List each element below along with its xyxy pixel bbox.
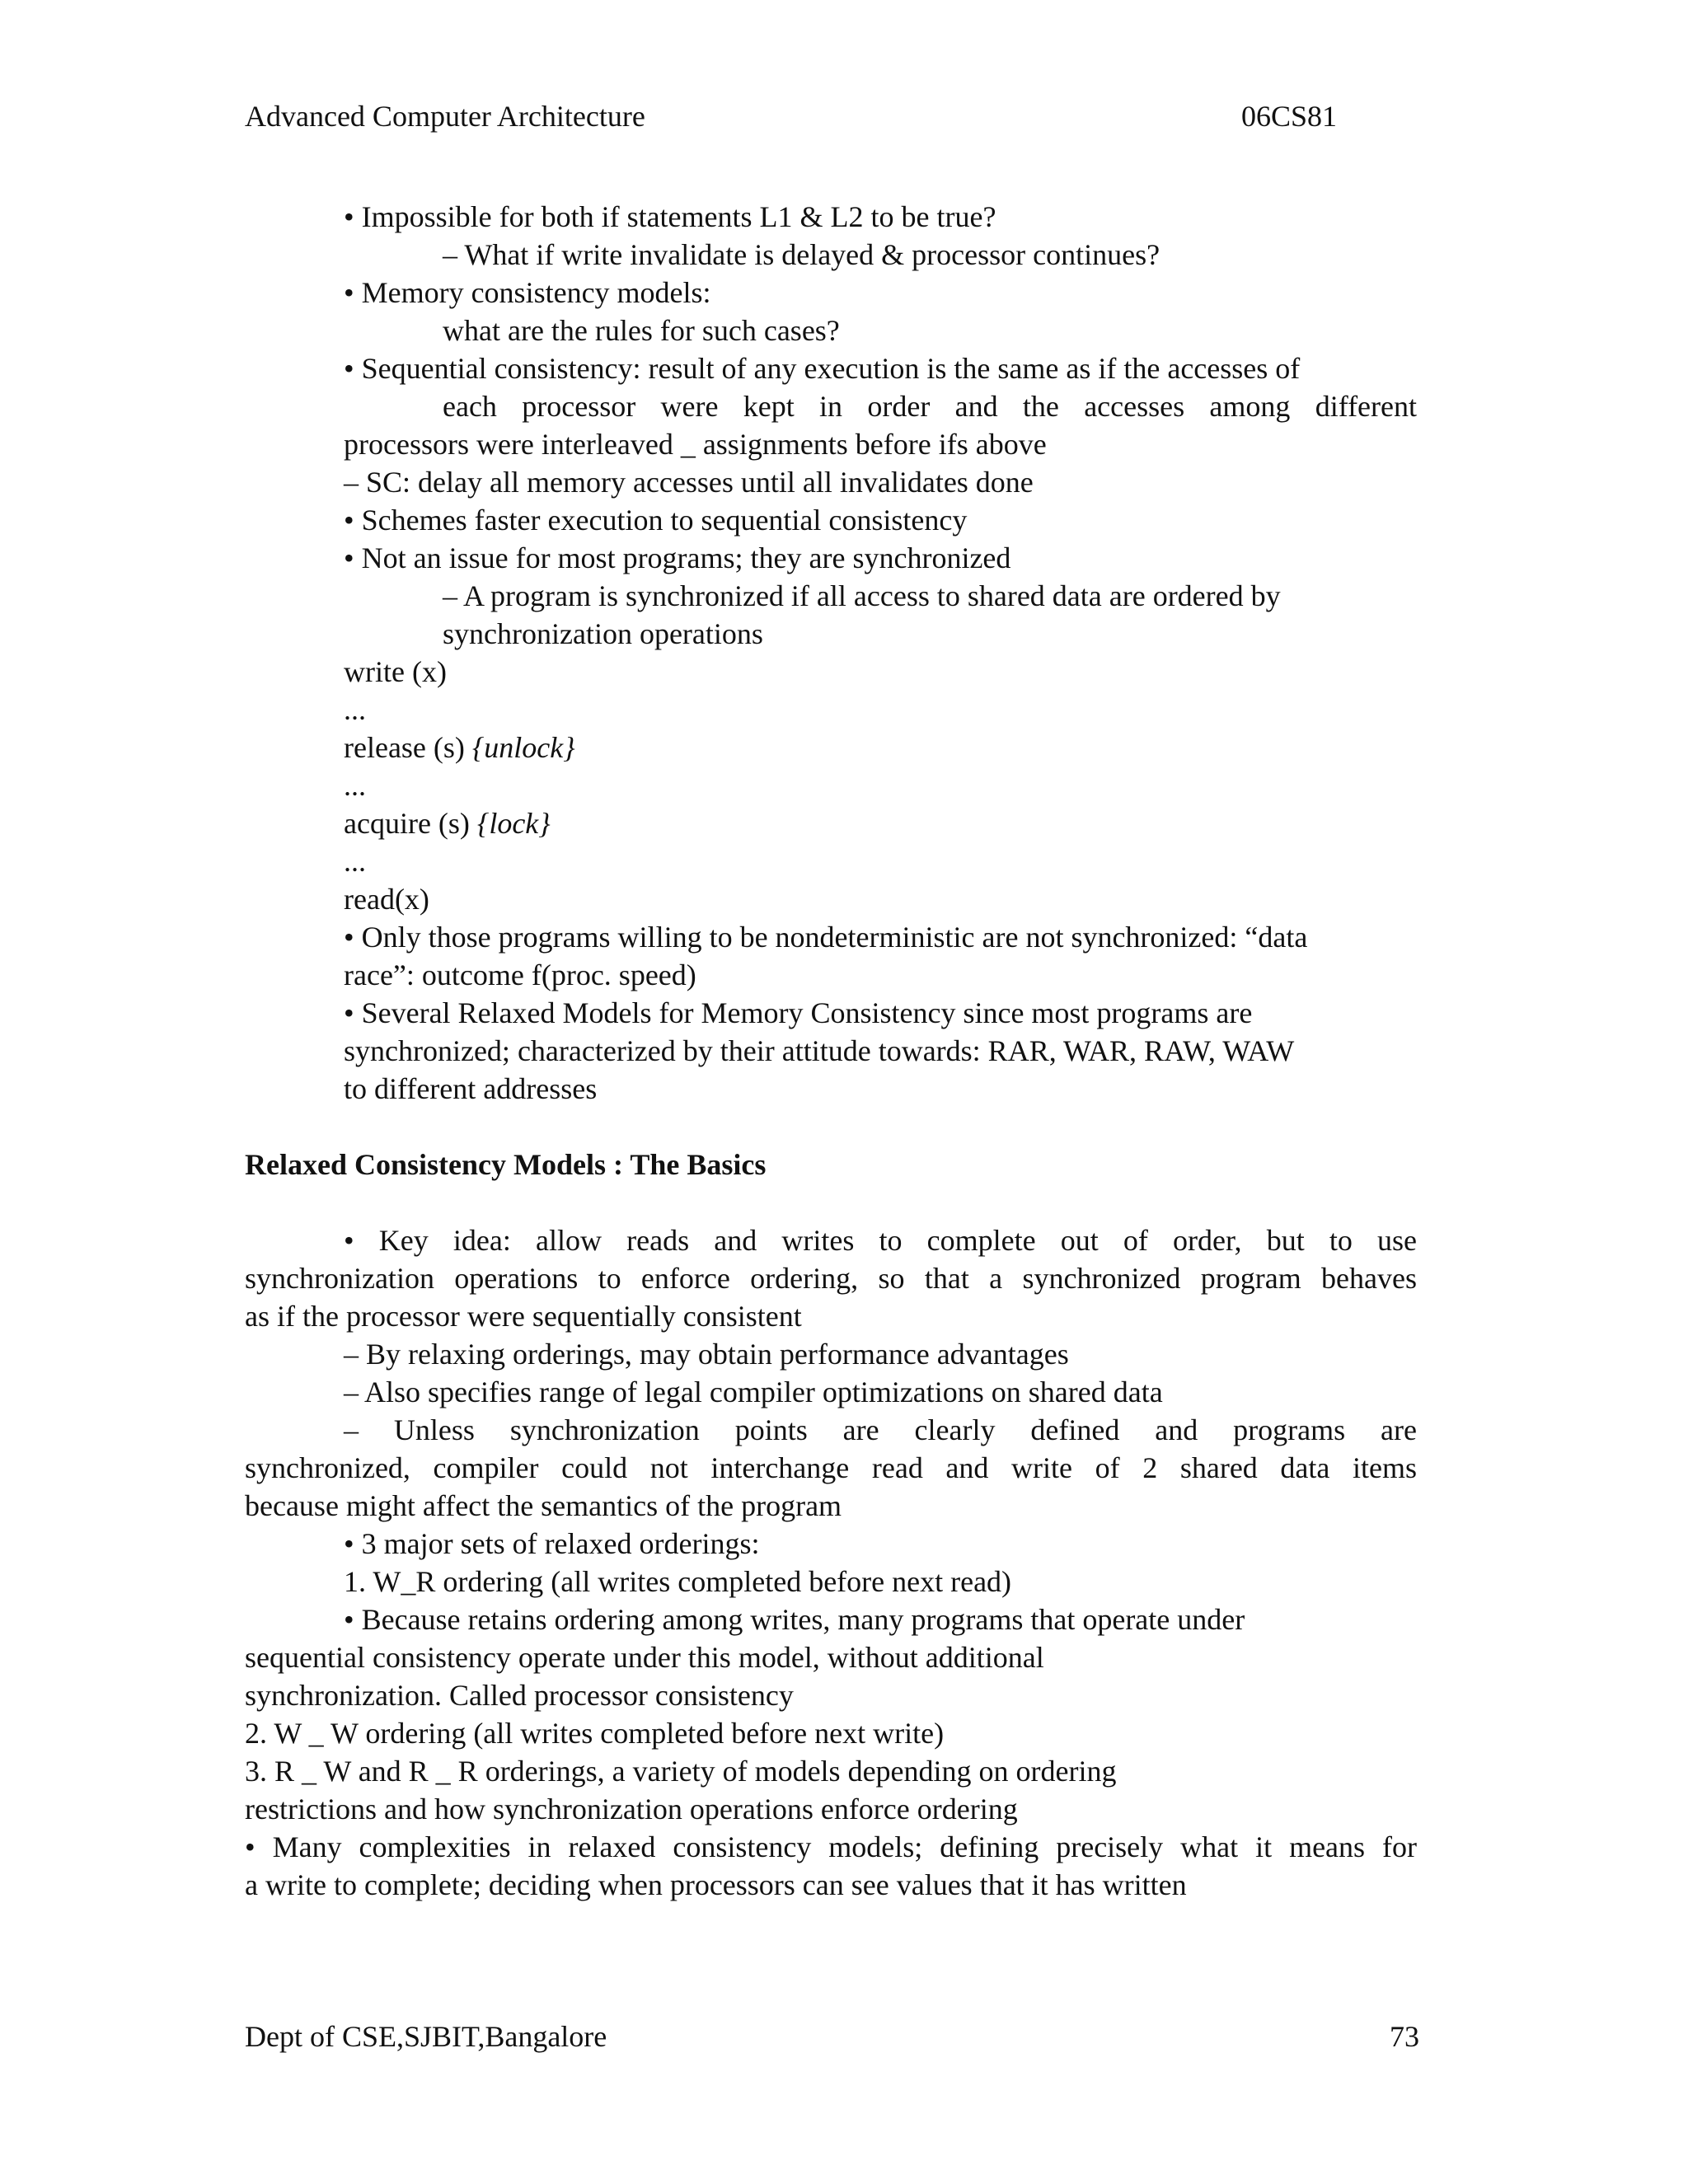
text-line: synchronized; characterized by their attitude towards: RAR, WAR, RAW, WAW — [344, 1034, 1295, 1067]
text-line: • Many complexities in relaxed consistency models; defining precisely what it means for — [245, 1830, 1417, 1863]
text-line: race”: outcome f(proc. speed) — [344, 958, 696, 991]
text-line: • Because retains ordering among writes, many programs that operate under — [344, 1603, 1245, 1636]
text-line: synchronized, compiler could not interchange read and write of 2 shared data items — [245, 1451, 1417, 1484]
code-ellipsis: ... — [344, 693, 366, 726]
text-line: 1. W_R ordering (all writes completed before next read) — [344, 1565, 1012, 1598]
text-line: – What if write invalidate is delayed & processor continues? — [443, 238, 1160, 271]
code-ellipsis: ... — [344, 845, 366, 878]
code-text: release (s) — [344, 731, 472, 764]
section-heading: Relaxed Consistency Models : The Basics — [245, 1148, 767, 1181]
text-line: what are the rules for such cases? — [443, 314, 840, 347]
text-line: to different addresses — [344, 1072, 598, 1105]
text-line: • 3 major sets of relaxed orderings: — [344, 1527, 760, 1560]
code-comment: {unlock} — [471, 731, 575, 764]
text-line: a write to complete; deciding when processors can see values that it has written — [245, 1868, 1187, 1901]
text-line: because might affect the semantics of the program — [245, 1489, 842, 1522]
text-line: processors were interleaved _ assignments before ifs above — [344, 428, 1047, 461]
text-line: • Impossible for both if statements L1 & L2 to be true? — [344, 200, 996, 233]
header-title: Advanced Computer Architecture — [245, 100, 645, 133]
text-line: synchronization operations — [443, 617, 763, 650]
text-line: each processor were kept in order and the accesses among different — [443, 390, 1417, 423]
text-line: synchronization. Called processor consistency — [245, 1679, 794, 1712]
text-line: • Schemes faster execution to sequential consistency — [344, 504, 968, 537]
text-line: as if the processor were sequentially consistent — [245, 1300, 802, 1333]
text-line: – Unless synchronization points are clearly defined and programs are — [344, 1413, 1417, 1446]
text-line: – By relaxing orderings, may obtain performance advantages — [344, 1338, 1069, 1371]
text-line: • Not an issue for most programs; they are synchronized — [344, 541, 1011, 574]
text-line: – Also specifies range of legal compiler optimizations on shared data — [344, 1376, 1163, 1408]
header-course-code: 06CS81 — [1241, 100, 1338, 133]
text-line: • Sequential consistency: result of any execution is the same as if the accesses of — [344, 352, 1301, 385]
text-line: • Key idea: allow reads and writes to complete out of order, but to use — [344, 1224, 1417, 1257]
code-line: write (x) — [344, 655, 447, 688]
text-line: synchronization operations to enforce ordering, so that a synchronized program behaves — [245, 1262, 1417, 1295]
text-line: • Memory consistency models: — [344, 276, 711, 309]
text-line: – A program is synchronized if all access to shared data are ordered by — [443, 579, 1281, 612]
text-line: – SC: delay all memory accesses until all invalidates done — [344, 466, 1034, 499]
code-line: read(x) — [344, 883, 429, 916]
text-line: sequential consistency operate under this model, without additional — [245, 1641, 1044, 1674]
text-line: • Only those programs willing to be nondeterministic are not synchronized: “data — [344, 921, 1308, 954]
text-line: • Several Relaxed Models for Memory Consistency since most programs are — [344, 996, 1253, 1029]
text-line: 3. R _ W and R _ R orderings, a variety of models depending on ordering — [245, 1755, 1117, 1788]
code-comment: {lock} — [476, 807, 551, 840]
code-text: acquire (s) — [344, 807, 477, 840]
text-line: 2. W _ W ordering (all writes completed before next write) — [245, 1717, 945, 1750]
footer-department: Dept of CSE,SJBIT,Bangalore — [245, 2020, 607, 2053]
code-line — [344, 729, 575, 766]
code-line — [344, 804, 551, 842]
page-number: 73 — [1390, 2020, 1419, 2053]
text-line: restrictions and how synchronization operations enforce ordering — [245, 1793, 1018, 1825]
code-ellipsis: ... — [344, 769, 366, 802]
